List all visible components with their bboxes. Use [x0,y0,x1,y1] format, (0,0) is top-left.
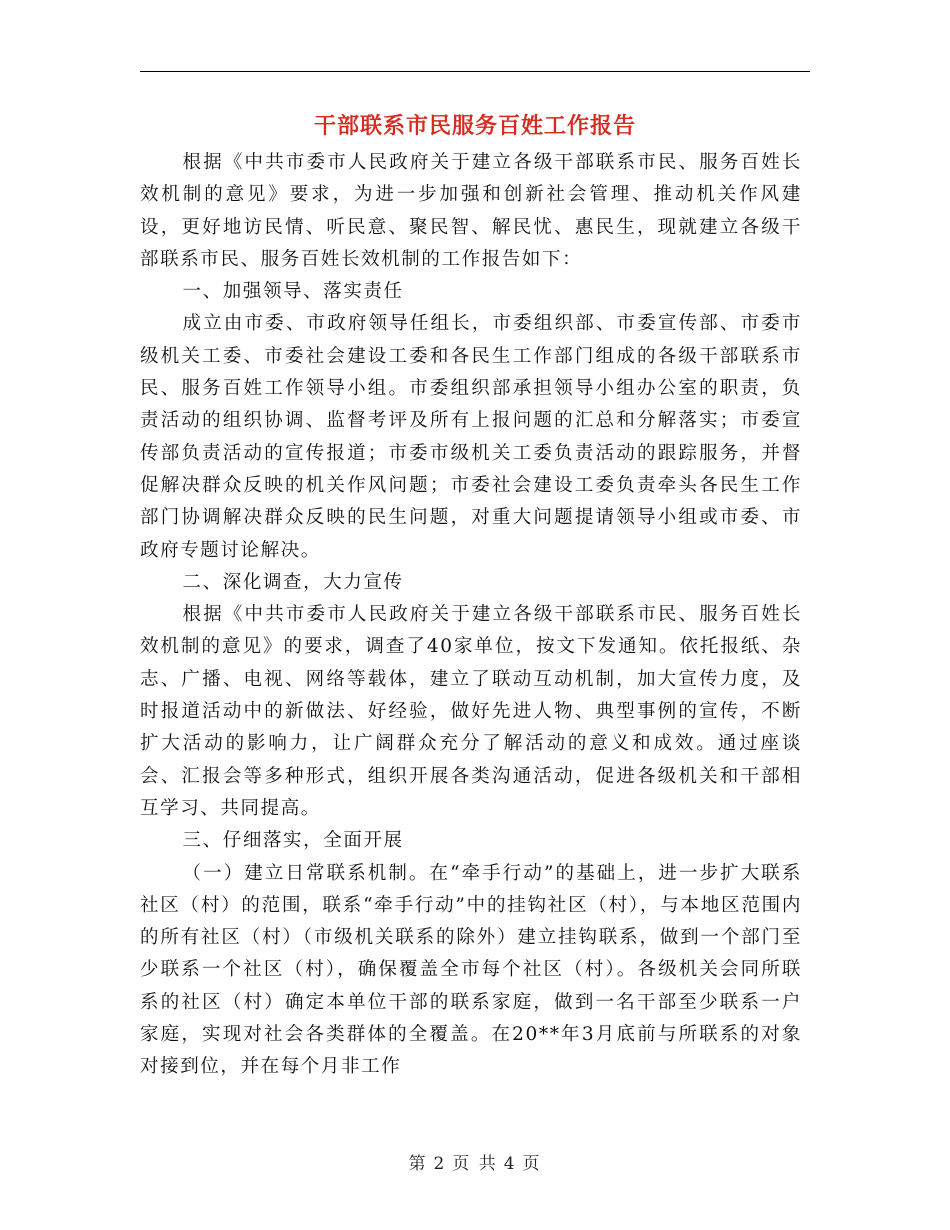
page-footer [0,1152,950,1176]
footer-middle: 页 共 [452,1154,498,1174]
total-page-number: 4 [503,1154,517,1174]
footer-suffix: 页 [522,1154,542,1174]
document-body [140,147,802,1084]
section-1-paragraph: 成立由市委、市政府领导任组长，市委组织部、市委宣传部、市委市级机关工委、市委社会建设工委和各民生工作部门组成的各级干部联系市民、服务百姓工作领导小组。市委组织部承担领导小组办公室的职责，负责活动的组织协调、监督考评及所有上报问题的汇总和分解落实；市委宣传部负责活动的宣传报道；市委市级机关工委负责活动的跟踪服务，并督促解决群众反映的机关作风问题；市委社会建设工委负责牵头各民生工作部门协调解决群众反映的民生问题，对重大问题提请领导小组或市委、市政府专题讨论解决。 [140,313,802,561]
section-heading-1: 一、加强领导、落实责任 [182,281,404,303]
section-3-paragraph: （一）建立日常联系机制。在“牵手行动”的基础上，进一步扩大联系社区（村）的范围，联系“牵手行动”中的挂钩社区（村），与本地区范围内的所有社区（村）（市级机关联系的除外）建立挂钩联系，做到一个部门至少联系一个社区（村），确保覆盖全市每个社区（村）。各级机关会同所联系的社区（村）确定本单位干部的联系家庭，做到一名干部至少联系一户家庭，实现对社会各类群体的全覆盖。在20**年3月底前与所联系的对象对接到位，并在每个月非工作 [140,862,802,1078]
section-heading-2: 二、深化调查，大力宣传 [182,571,404,593]
section-2-paragraph: 根据《中共市委市人民政府关于建立各级干部联系市民、服务百姓长效机制的意见》的要求，调查了40家单位，按文下发通知。依托报纸、杂志、广播、电视、网络等载体，建立了联动互动机制，加大宣传力度，及时报道活动中的新做法、好经验，做好先进人物、典型事例的宣传，不断扩大活动的影响力，让广阔群众充分了解活动的意义和成效。通过座谈会、汇报会等多种形式，组织开展各类沟通活动，促进各级机关和干部相互学习、共同提高。 [140,604,802,819]
document-title: 干部联系市民服务百姓工作报告 [313,113,636,139]
footer-prefix: 第 [408,1154,428,1174]
intro-paragraph: 根据《中共市委市人民政府关于建立各级干部联系市民、服务百姓长效机制的意见》要求，为进一步加强和创新社会管理、推动机关作风建设，更好地访民情、听民意、聚民智、解民忧、惠民生，现就建立各级干部联系市民、服务百姓长效机制的工作报告如下： [140,152,802,270]
current-page-number: 2 [433,1154,447,1174]
section-heading-3: 三、仔细落实，全面开展 [182,830,404,852]
header-rule [140,71,810,72]
